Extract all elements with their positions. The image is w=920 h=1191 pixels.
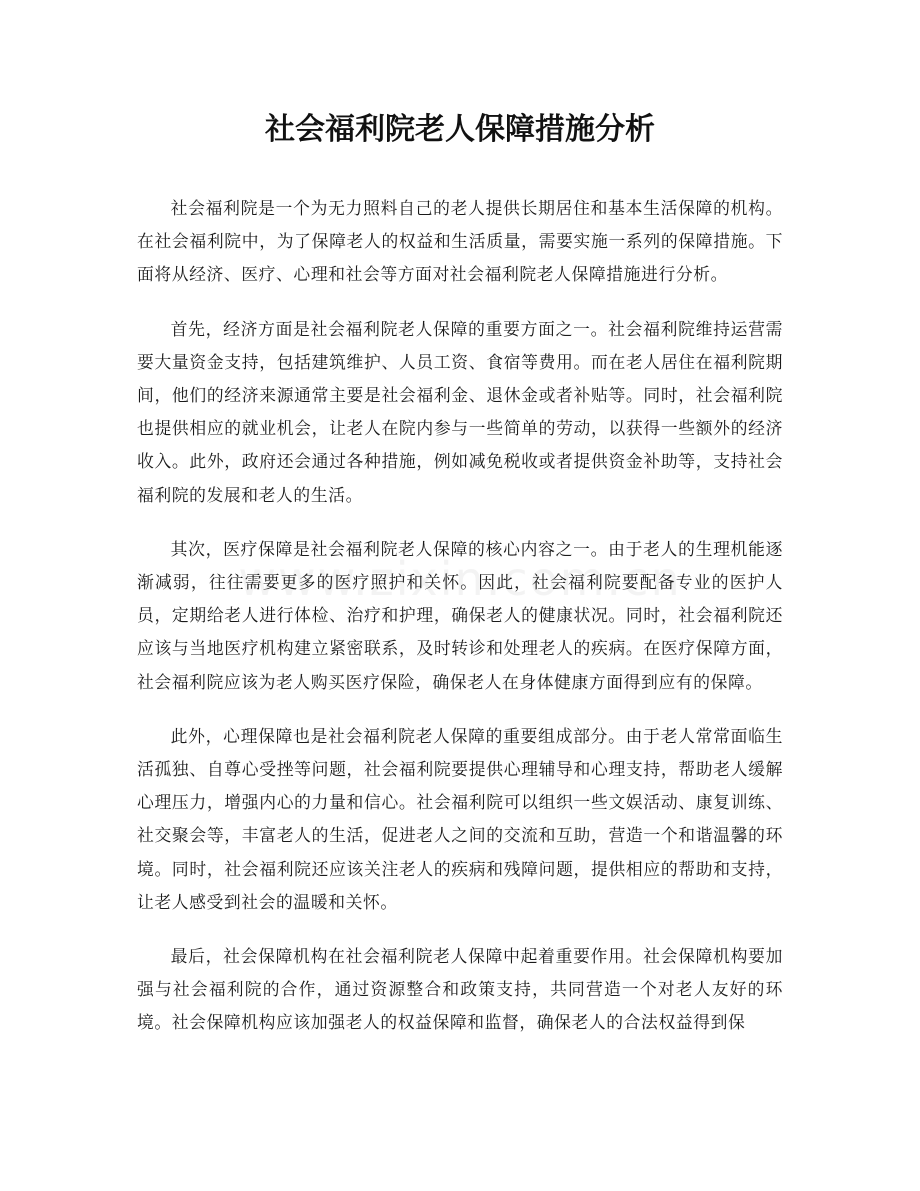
document-title: 社会福利院老人保障措施分析 — [265, 112, 655, 147]
paragraph-social: 最后，社会保障机构在社会福利院老人保障中起着重要作用。社会保障机构要加强与社会福利院的合作，通过资源整合和政策支持，共同营造一个对老人友好的环境。社会保障机构应该加强老人的权益保障和监督，确保老人的合法权益得到保 — [137, 946, 783, 1033]
paragraph-medical: 其次，医疗保障是社会福利院老人保障的核心内容之一。由于老人的生理机能逐渐减弱，往往需要更多的医疗照护和关怀。因此，社会福利院要配备专业的医护人员，定期给老人进行体检、治疗和护理，确保老人的健康状况。同时，社会福利院还应该与当地医疗机构建立紧密联系，及时转诊和处理老人的疾病。在医疗保障方面，社会福利院应该为老人购买医疗保险，确保老人在身体健康方面得到应有的保障。 — [137, 538, 783, 692]
paragraph-intro: 社会福利院是一个为无力照料自己的老人提供长期居住和基本生活保障的机构。在社会福利院中，为了保障老人的权益和生活质量，需要实施一系列的保障措施。下面将从经济、医疗、心理和社会等方面对社会福利院老人保障措施进行分析。 — [137, 198, 783, 285]
paragraph-economic: 首先，经济方面是社会福利院老人保障的重要方面之一。社会福利院维持运营需要大量资金支持，包括建筑维护、人员工资、食宿等费用。而在老人居住在福利院期间，他们的经济来源通常主要是社会福利金、退休金或者补贴等。同时，社会福利院也提供相应的就业机会，让老人在院内参与一些简单的劳动，以获得一些额外的经济收入。此外，政府还会通过各种措施，例如减免税收或者提供资金补助等，支持社会福利院的发展和老人的生活。 — [137, 318, 783, 505]
paragraph-psychological: 此外，心理保障也是社会福利院老人保障的重要组成部分。由于老人常常面临生活孤独、自尊心受挫等问题，社会福利院要提供心理辅导和心理支持，帮助老人缓解心理压力，增强内心的力量和信心。社会福利院可以组织一些文娱活动、康复训练、社交聚会等，丰富老人的生活，促进老人之间的交流和互助，营造一个和谐温馨的环境。同时，社会福利院还应该关注老人的疾病和残障问题，提供相应的帮助和支持，让老人感受到社会的温暖和关怀。 — [137, 725, 783, 912]
